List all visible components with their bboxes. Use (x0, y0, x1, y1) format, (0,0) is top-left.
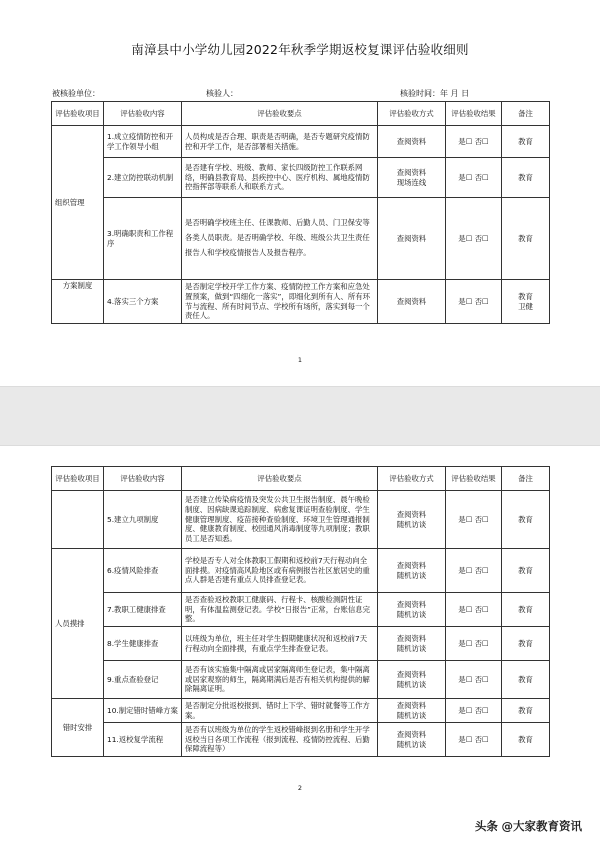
table-row (52, 198, 550, 280)
row-result-checkbox[interactable]: 是☐ 否☐ (446, 158, 502, 198)
row-result-checkbox[interactable]: 是☐ 否☐ (446, 491, 502, 549)
header-item: 评估验收项目 (52, 102, 104, 126)
row-result-checkbox[interactable]: 是☐ 否☐ (446, 198, 502, 280)
row-result-checkbox[interactable]: 是☐ 否☐ (446, 549, 502, 593)
table-row (52, 661, 550, 699)
row-note: 教育 (502, 126, 550, 158)
table-row (52, 126, 550, 158)
row-method: 查阅资料 (378, 280, 446, 324)
row-content: 3.明确职责和工作程序 (104, 198, 182, 280)
table-row (52, 549, 550, 593)
header-points: 评估验收要点 (182, 467, 378, 491)
verified-unit-label: 被核验单位： (52, 89, 100, 98)
watermark-account: @大家教育资讯 (501, 819, 582, 833)
header-method: 评估验收方式 (378, 102, 446, 126)
category-blank (52, 491, 104, 549)
row-points: 学校是否专人对全体教职工假期和返校前7天行程动向全面排摸。对疫情高风险地区或有病例报告社区旅居史的重点人群是否建有重点人员排查登记表。 (182, 549, 378, 593)
row-result-checkbox[interactable]: 是☐ 否☐ (446, 699, 502, 723)
row-content: 1.成立疫情防控和开学工作领导小组 (104, 126, 182, 158)
document-page-1 (0, 0, 600, 386)
table-header-row (52, 102, 550, 126)
row-content: 10.制定错时错峰方案 (104, 699, 182, 723)
header-result: 评估验收结果 (446, 467, 502, 491)
header-note: 备注 (502, 102, 550, 126)
row-method: 查阅资料 (378, 198, 446, 280)
table-row (52, 280, 550, 324)
row-points: 是否建有学校、班级、教师、家长四级防控工作联系网络，明确县教育局、县疾控中心、医疗机构、属地疫情防控指挥部等联系人和联系方式。 (182, 158, 378, 198)
row-content: 6.疫情风险排查 (104, 549, 182, 593)
row-note: 教育 (502, 198, 550, 280)
source-watermark (475, 818, 582, 834)
row-points: 是否有该实施集中隔离或居家隔离师生登记表，集中隔离或居家观察的师生，隔离期满后是否有相关机构提供的解除隔离证明。 (182, 661, 378, 699)
row-result-checkbox[interactable]: 是☐ 否☐ (446, 661, 502, 699)
row-content: 4.落实三个方案 (104, 280, 182, 324)
row-points: 是否有以班级为单位的学生返校错峰报到名册和学生开学返校当日各项工作流程（报到流程、疫情防控流程、后勤保障流程等） (182, 723, 378, 757)
table-row (52, 158, 550, 198)
row-note: 教育 (502, 723, 550, 757)
row-points: 是否制定学校开学工作方案、疫情防控工作方案和应急处置预案，做到“四细化一落实”，即细化到所有人、所有环节与流程、所有时间节点、学校所有场所，落实到每一个责任人。 (182, 280, 378, 324)
row-method: 查阅资料 随机访谈 (378, 593, 446, 627)
row-content: 9.重点查验登记 (104, 661, 182, 699)
header-content: 评估验收内容 (104, 467, 182, 491)
document-title: 南漳县中小学幼儿园2022年秋季学期返校复课评估验收细则 (131, 42, 469, 57)
row-content: 8.学生健康排查 (104, 627, 182, 661)
row-result-checkbox[interactable]: 是☐ 否☐ (446, 593, 502, 627)
category-personnel-screening: 人员摸排 (52, 549, 104, 699)
row-method: 查阅资料 随机访谈 (378, 491, 446, 549)
category-plan-system: 方案制度 (52, 280, 104, 324)
row-note: 教育 (502, 158, 550, 198)
row-method: 查阅资料 随机访谈 (378, 723, 446, 757)
verification-time-label: 核验时间：年 月 日 (400, 89, 470, 98)
table-header-row (52, 467, 550, 491)
row-note: 教育 (502, 549, 550, 593)
row-points: 人员构成是否合理、职责是否明确，是否专题研究疫情防控和开学工作，是否部署相关措施。 (182, 126, 378, 158)
header-result: 评估验收结果 (446, 102, 502, 126)
date-placeholder: 年 月 日 (440, 89, 470, 98)
row-method: 查阅资料 现场连线 (378, 158, 446, 198)
row-content: 2.建立防控联动机制 (104, 158, 182, 198)
verifier-label: 核验人： (206, 89, 238, 98)
table-row (52, 699, 550, 723)
row-note: 教育 (502, 661, 550, 699)
category-staggered-schedule: 错时安排 (52, 699, 104, 757)
evaluation-table-page-2 (51, 466, 550, 757)
row-points: 以班级为单位，班主任对学生假期健康状况和返校前7天行程动向全面排摸，有重点学生排查登记表。 (182, 627, 378, 661)
row-result-checkbox[interactable]: 是☐ 否☐ (446, 280, 502, 324)
row-note: 教育 (502, 627, 550, 661)
row-note: 教育 (502, 699, 550, 723)
table-row (52, 627, 550, 661)
header-points: 评估验收要点 (182, 102, 378, 126)
page-number-1: 1 (297, 356, 303, 364)
category-org-management: 组织管理 (52, 126, 104, 280)
row-note: 教育 (502, 593, 550, 627)
row-result-checkbox[interactable]: 是☐ 否☐ (446, 627, 502, 661)
row-result-checkbox[interactable]: 是☐ 否☐ (446, 126, 502, 158)
evaluation-table-page-1 (51, 101, 550, 324)
row-points: 是否查验返校教职工健康码、行程卡、核酸检测阴性证明，有体温监测登记表。学校“日报告”正常，台账信息完整。 (182, 593, 378, 627)
row-content: 11.返校复学流程 (104, 723, 182, 757)
header-note: 备注 (502, 467, 550, 491)
row-method: 查阅资料 随机访谈 (378, 549, 446, 593)
header-item: 评估验收项目 (52, 467, 104, 491)
row-method: 查阅资料 (378, 126, 446, 158)
page-separator (0, 386, 600, 446)
table-row (52, 723, 550, 757)
row-points: 是否建立传染病疫情及突发公共卫生报告制度、晨午晚检制度、因病缺课追踪制度、病愈复课证明查验制度、学生健康管理制度、疫苗接种查验制度、环境卫生管理通报制度、健康教育制度、校园通风消毒制度等九项制度；教职员工是否知悉。 (182, 491, 378, 549)
document-page-2 (0, 446, 600, 844)
row-note: 教育 (502, 491, 550, 549)
page-number-2: 2 (297, 784, 303, 792)
row-method: 查阅资料 随机访谈 (378, 627, 446, 661)
row-method: 查阅资料 随机访谈 (378, 699, 446, 723)
row-result-checkbox[interactable]: 是☐ 否☐ (446, 723, 502, 757)
row-note: 教育 卫健 (502, 280, 550, 324)
row-content: 5.建立九项制度 (104, 491, 182, 549)
table-row (52, 593, 550, 627)
row-content: 7.教职工健康排查 (104, 593, 182, 627)
header-content: 评估验收内容 (104, 102, 182, 126)
table-row (52, 491, 550, 549)
row-points: 是否制定分批返校报到、错时上下学、错时就餐等工作方案。 (182, 699, 378, 723)
row-points: 是否明确学校班主任、任课教师、后勤人员、门卫保安等各类人员职责。是否明确学校、年级、班级公共卫生责任报告人和学校疫情报告人及报告程序。 (182, 198, 378, 280)
header-method: 评估验收方式 (378, 467, 446, 491)
row-method: 查阅资料 随机访谈 (378, 661, 446, 699)
watermark-prefix: 头条 (474, 819, 498, 833)
